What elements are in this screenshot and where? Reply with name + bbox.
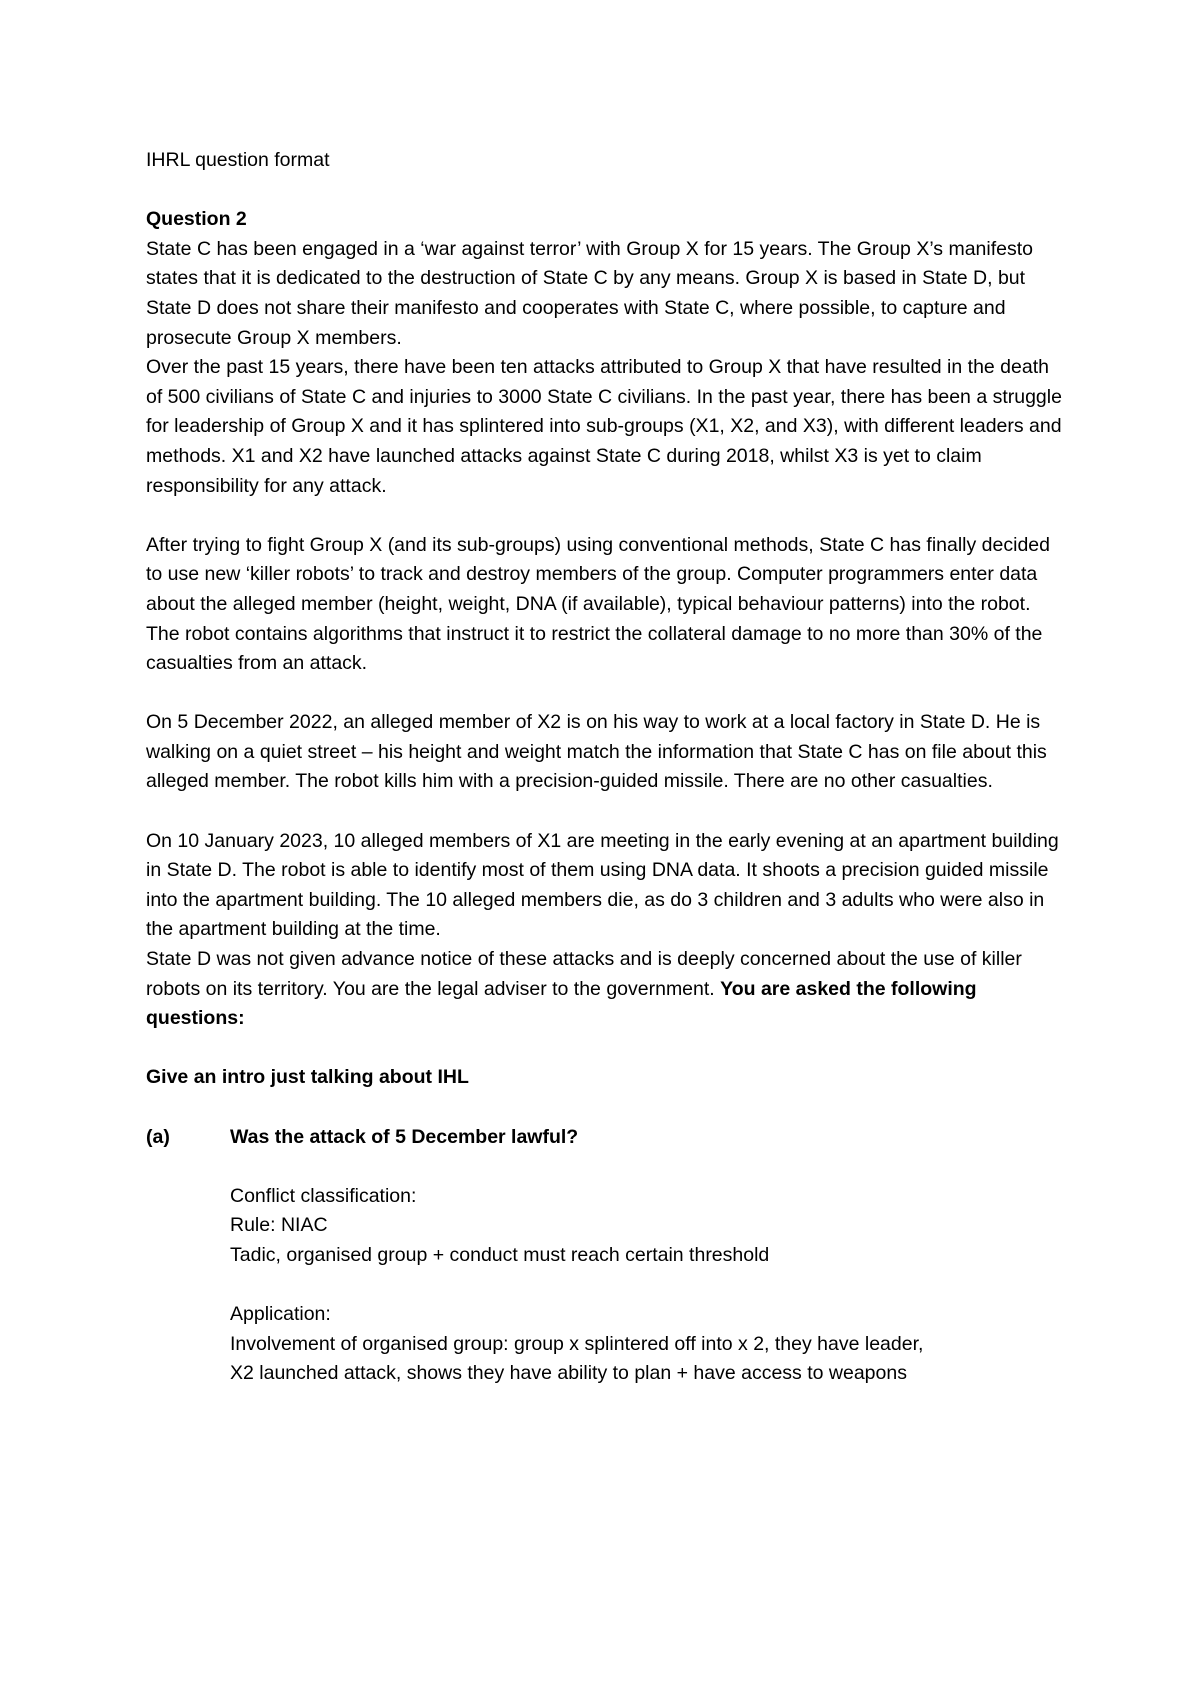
question-a-text: Was the attack of 5 December lawful? bbox=[230, 1125, 579, 1148]
paragraph-6-regular: State D was not given advance notice of these attacks and is deeply concerned about the use of killer robots on its territory. You are the legal adviser to the government. bbox=[146, 948, 1022, 1000]
paragraph-2: Over the past 15 years, there have been ten attacks attributed to Group X that have resulted in the death of 500 civilians of State C and injuries to 3000 State C civilians. In the past year, there has been a struggle for leadership of Group X and it has splintered into sub-groups (X1, X2, and X3), with different leaders and methods. X1 and X2 have launched attacks against State C during 2018, whilst X3 is yet to claim responsibility for any attack. bbox=[146, 356, 1062, 497]
paragraph-6 bbox=[146, 945, 1066, 1034]
classification-heading: Conflict classification: bbox=[230, 1184, 417, 1207]
blank-line bbox=[146, 1034, 1066, 1064]
blank-line bbox=[146, 1152, 1066, 1182]
tadic-line: Tadic, organised group + conduct must reach certain threshold bbox=[230, 1243, 770, 1266]
paragraph-3: After trying to fight Group X (and its sub-groups) using conventional methods, State C has finally decided to use new ‘killer robots’ to track and destroy members of the group. Computer programmers enter data about the alleged member (height, weight, DNA (if available), typical behaviour patterns) into the robot. The robot contains algorithms that instruct it to restrict the collateral damage to no more than 30% of the casualties from an attack. bbox=[146, 533, 1050, 675]
blank-line bbox=[146, 176, 1066, 206]
blank-line bbox=[146, 501, 1066, 531]
document-page bbox=[146, 146, 1066, 1389]
blank-line bbox=[146, 679, 1066, 709]
paragraph-1: State C has been engaged in a ‘war against terror’ with Group X for 15 years. The Group X’s manifesto states that it is dedicated to the destruction of State C by any means. Group X is based in State D, but State D does not share their manifesto and cooperates with State C, where possible, to capture and prosecute Group X members. bbox=[146, 237, 1034, 349]
application-heading: Application: bbox=[230, 1303, 331, 1326]
paragraph-6-bold: You are asked the following questions: bbox=[146, 977, 977, 1030]
answer-notes bbox=[146, 1182, 1066, 1389]
intro-instruction: Give an intro just talking about IHL bbox=[146, 1066, 469, 1089]
question-a bbox=[146, 1123, 1066, 1153]
blank-line bbox=[146, 797, 1066, 827]
paragraph-4: On 5 December 2022, an alleged member of X2 is on his way to work at a local factory in State D. He is walking on a quiet street – his height and weight match the information that State C has on file about this alleged member. The robot kills him with a precision-guided missile. There are no other casualties. bbox=[146, 711, 1047, 793]
application-line-2: X2 launched attack, shows they have ability to plan + have access to weapons bbox=[230, 1362, 907, 1385]
document-heading: IHRL question format bbox=[146, 149, 330, 171]
application-line-1: Involvement of organised group: group x splintered off into x 2, they have leader, bbox=[230, 1332, 924, 1355]
question-title: Question 2 bbox=[146, 208, 247, 231]
rule-line: Rule: NIAC bbox=[230, 1214, 328, 1237]
paragraph-5: On 10 January 2023, 10 alleged members of X1 are meeting in the early evening at an apartment building in State D. The robot is able to identify most of them using DNA data. It shoots a precision guided missile into the apartment building. The 10 alleged members die, as do 3 children and 3 adults who were also in the apartment building at the time. bbox=[146, 829, 1059, 941]
question-a-label: (a) bbox=[146, 1125, 170, 1148]
blank-line bbox=[146, 1093, 1066, 1123]
blank-line bbox=[230, 1271, 1066, 1301]
